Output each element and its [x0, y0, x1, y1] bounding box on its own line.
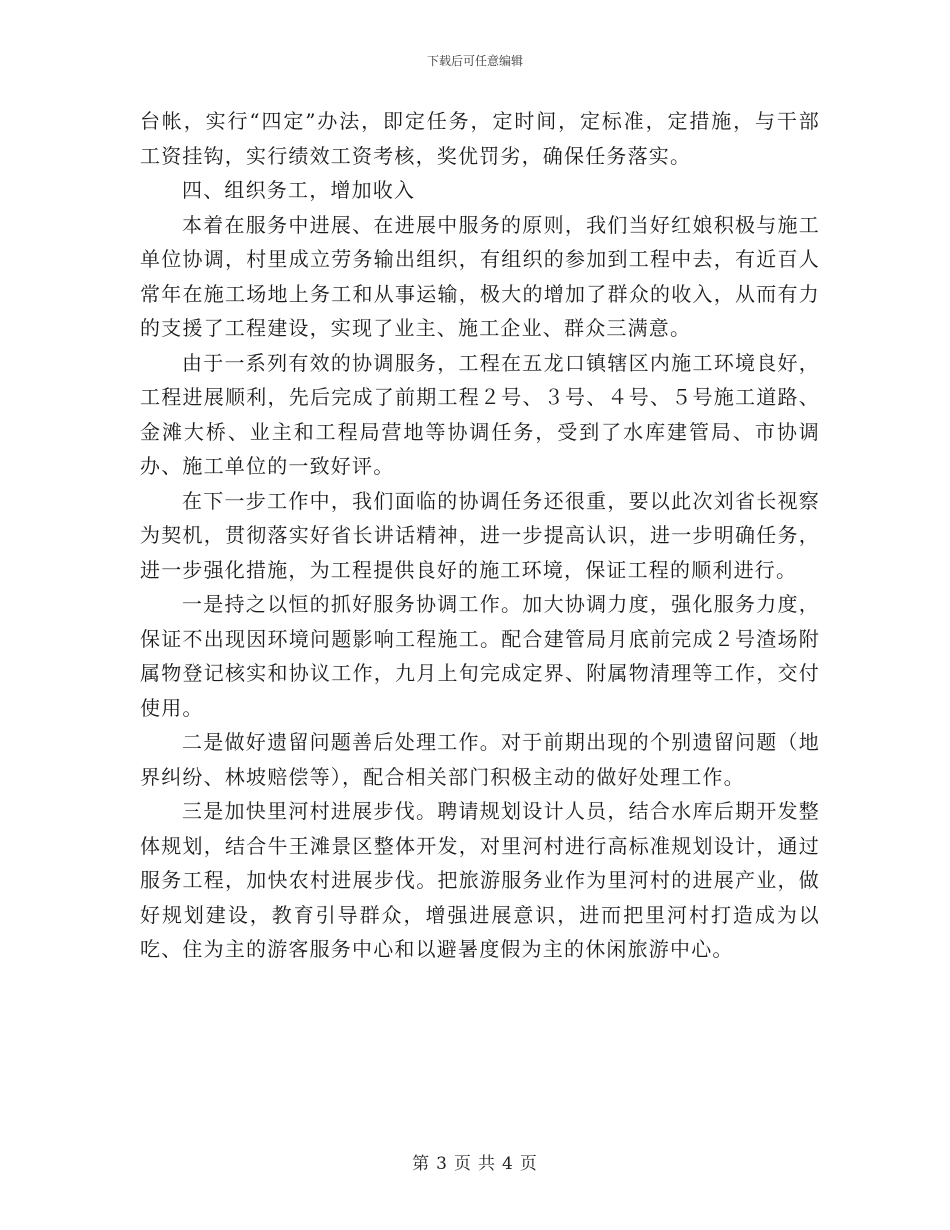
footer-prefix: 第 [412, 1154, 431, 1174]
footer-suffix: 页 [519, 1154, 538, 1174]
document-body [140, 104, 820, 967]
footer-total-pages: 4 [502, 1154, 514, 1174]
footer-total-word: 共 [478, 1154, 496, 1174]
paragraph: 在下一步工作中，我们面临的协调任务还很重，要以此次刘省长视察为契机，贯彻落实好省长讲话精神，进一步提高认识，进一步明确任务，进一步强化措施，为工程提供良好的施工环境，保证工程的顺利进行。 [140, 488, 820, 582]
footer-current-page: 3 [436, 1154, 448, 1174]
paragraph: 二是做好遗留问题善后处理工作。对于前期出现的个别遗留问题（地界纠纷、林坡赔偿等），配合相关部门积极主动的做好处理工作。 [140, 730, 820, 789]
paragraph: 由于一系列有效的协调服务，工程在五龙口镇辖区内施工环境良好，工程进展顺利，先后完成了前期工程２号、３号、４号、５号施工道路、金滩大桥、业主和工程局营地等协调任务，受到了水库建管局、市协调办、施工单位的一致好评。 [140, 350, 820, 478]
paragraph: 一是持之以恒的抓好服务协调工作。加大协调力度，强化服务力度，保证不出现因环境问题影响工程施工。配合建管局月底前完成２号渣场附属物登记核实和协议工作，九月上旬完成定界、附属物清理等工作，交付使用。 [140, 592, 820, 720]
paragraph: 三是加快里河村进展步伐。聘请规划设计人员，结合水库后期开发整体规划，结合牛王滩景区整体开发，对里河村进行高标准规划设计，通过服务工程，加快农村进展步伐。把旅游服务业作为里河村的进展产业，做好规划建设，教育引导群众，增强进展意识，进而把里河村打造成为以吃、住为主的游客服务中心和以避暑度假为主的休闲旅游中心。 [140, 799, 820, 961]
page-number-footer [0, 1153, 950, 1175]
section-heading: 四、组织务工，增加收入 [182, 178, 416, 202]
page-header-note: 下载后可任意编辑 [426, 54, 523, 68]
paragraph: 本着在服务中进展、在进展中服务的原则，我们当好红娘积极与施工单位协调，村里成立劳务输出组织，有组织的参加到工程中去，有近百人常年在施工场地上务工和从事运输，极大的增加了群众的收入，从而有力的支援了工程建设，实现了业主、施工企业、群众三满意。 [140, 212, 820, 340]
footer-page-word: 页 [454, 1154, 472, 1174]
paragraph-continuation: 台帐，实行“四定”办法，即定任务，定时间，定标准，定措施，与干部工资挂钩，实行绩效工资考核，奖优罚劣，确保任务落实。 [140, 109, 820, 168]
